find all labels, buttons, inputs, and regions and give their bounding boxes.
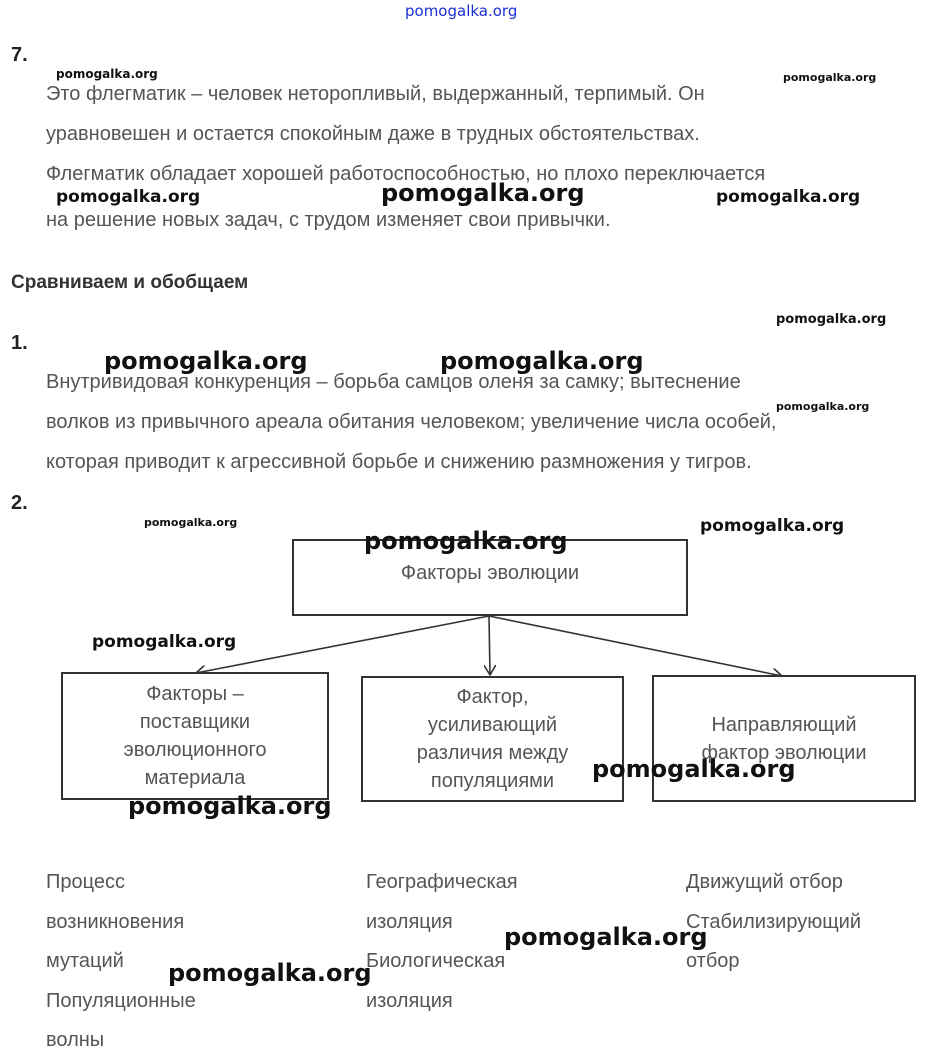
diagram-child-box-2 bbox=[361, 676, 624, 802]
watermark: pomogalka.org bbox=[440, 347, 644, 375]
col-1-item-2: возникновения bbox=[46, 911, 185, 933]
task-7-number: 7. bbox=[11, 44, 28, 66]
task-7-line-3: Флегматик обладает хорошей работоспособностью, но плохо переключается bbox=[46, 163, 766, 185]
task-1-number: 1. bbox=[11, 332, 28, 354]
watermark-top: pomogalka.org bbox=[405, 2, 518, 20]
arrow-left bbox=[196, 616, 489, 673]
diagram-root-label: Факторы эволюции bbox=[400, 562, 580, 584]
watermark: pomogalka.org bbox=[92, 632, 237, 652]
child-2-line-3: различия между bbox=[416, 742, 569, 764]
watermark: pomogalka.org bbox=[776, 312, 887, 327]
col-1-item-3: мутаций bbox=[46, 950, 124, 972]
arrow-center bbox=[489, 616, 490, 675]
col-2-item-1: Географическая bbox=[366, 871, 518, 893]
watermark: pomogalka.org bbox=[56, 67, 158, 81]
task-1-line-2: волков из привычного ареала обитания человеком; увеличение числа особей, bbox=[46, 411, 777, 433]
child-3-line-2: фактор эволюции bbox=[701, 741, 867, 764]
watermark: pomogalka.org bbox=[504, 923, 708, 951]
task-2-number: 2. bbox=[11, 492, 28, 514]
col-2-item-3: Биологическая bbox=[366, 950, 506, 972]
diagram-child-box-1 bbox=[61, 672, 329, 800]
watermark: pomogalka.org bbox=[700, 516, 845, 536]
child-2-line-2: усиливающий bbox=[427, 714, 558, 736]
task-7-line-1: Это флегматик – человек неторопливый, выдержанный, терпимый. Он bbox=[46, 83, 705, 105]
col-1-item-4: Популяционные bbox=[46, 990, 196, 1012]
watermark: pomogalka.org bbox=[104, 347, 308, 375]
child-1-line-4: материала bbox=[144, 767, 246, 789]
col-2-item-4: изоляция bbox=[366, 990, 453, 1012]
child-1-line-1: Факторы – bbox=[146, 683, 244, 705]
child-2-line-4: популяциями bbox=[430, 770, 555, 792]
watermark: pomogalka.org bbox=[776, 400, 870, 413]
col-3-item-1: Движущий отбор bbox=[686, 871, 843, 893]
child-1-line-3: эволюционного bbox=[123, 739, 267, 761]
col-2-item-2: изоляция bbox=[366, 911, 453, 933]
watermark: pomogalka.org bbox=[783, 71, 877, 84]
watermark: pomogalka.org bbox=[168, 959, 372, 987]
watermark: pomogalka.org bbox=[144, 516, 238, 529]
child-3-line-1: Направляющий bbox=[711, 713, 857, 736]
col-3-item-2: Стабилизирующий bbox=[686, 911, 862, 933]
watermark: pomogalka.org bbox=[56, 187, 201, 207]
section-heading: Сравниваем и обобщаем bbox=[11, 272, 249, 293]
watermark: pomogalka.org bbox=[592, 755, 796, 783]
task-1-line-1: Внутривидовая конкуренция – борьба самцов оленя за самку; вытеснение bbox=[46, 371, 741, 393]
task-7-line-2: уравновешен и остается спокойным даже в трудных обстоятельствах. bbox=[46, 123, 700, 145]
task-7-line-4: на решение новых задач, с трудом изменяет свои привычки. bbox=[46, 209, 611, 231]
col-1-item-5: волны bbox=[46, 1029, 105, 1051]
watermark: pomogalka.org bbox=[381, 179, 585, 207]
col-1-item-1: Процесс bbox=[46, 871, 125, 893]
col-3-item-3: отбор bbox=[686, 950, 740, 972]
task-1-line-3: которая приводит к агрессивной борьбе и снижению размножения у тигров. bbox=[46, 451, 752, 473]
watermark: pomogalka.org bbox=[716, 187, 861, 207]
watermark: pomogalka.org bbox=[128, 792, 332, 820]
child-2-line-1: Фактор, bbox=[456, 686, 529, 708]
child-1-line-2: поставщики bbox=[139, 711, 251, 733]
arrow-right bbox=[489, 616, 782, 676]
watermark: pomogalka.org bbox=[364, 527, 568, 555]
